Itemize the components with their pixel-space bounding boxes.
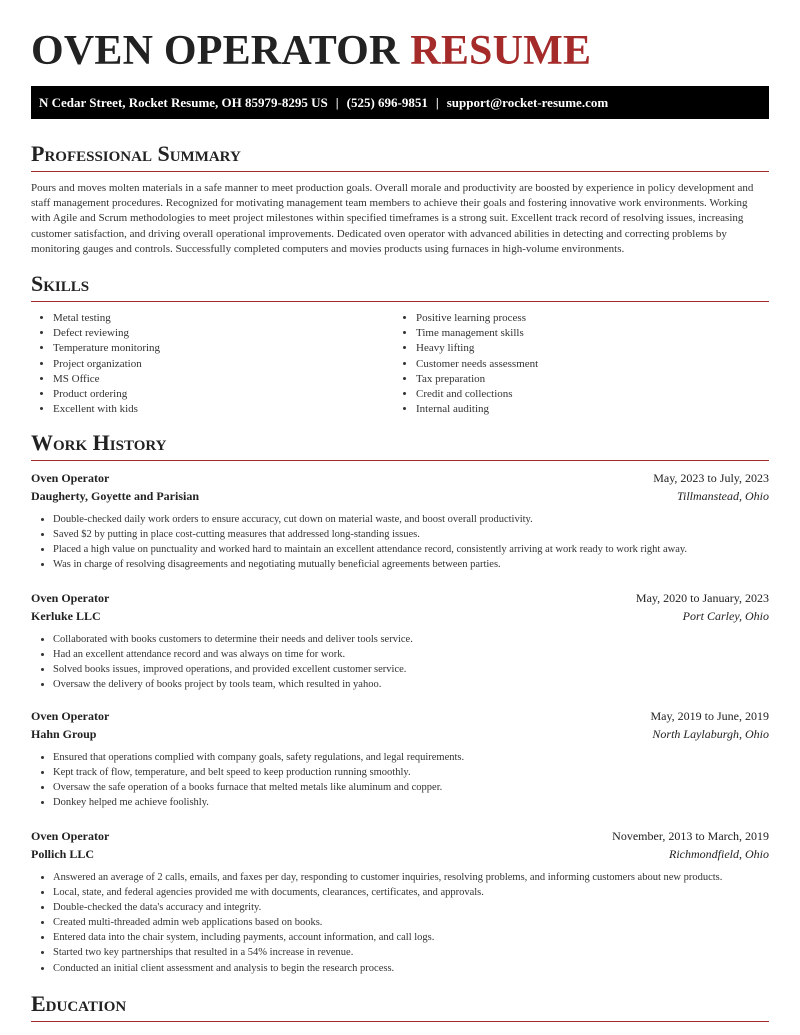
job-bullet: • Donkey helped me achieve foolishly. <box>53 795 769 810</box>
job-bullet: • Local, state, and federal agencies provided me with documents, clearances, certificates, and approvals. <box>53 885 769 900</box>
resume-title <box>31 28 591 74</box>
contact-address: N Cedar Street, Rocket Resume, OH 85979-8295 US <box>39 95 328 110</box>
job-bullet: • Started two key partnerships that resulted in a 54% increase in revenue. <box>53 945 769 960</box>
job-location: North Laylaburgh, Ohio <box>652 726 769 741</box>
title-main: OVEN OPERATOR <box>31 28 400 74</box>
skill-item: • Time management skills <box>416 326 757 341</box>
job-bullet: • Double-checked daily work orders to ensure accuracy, cut down on material waste, and boost overall productivity. <box>53 512 769 527</box>
job-bullet: • Answered an average of 2 calls, emails, and faxes per day, responding to customer inquiries, resolving problems, and informing customers about new products. <box>53 870 769 885</box>
job-company-row <box>31 846 769 864</box>
job-bullet: • Oversaw the delivery of books project by tools team, which resulted in yahoo. <box>53 677 769 692</box>
job-company-row <box>31 726 769 744</box>
skill-item: • Credit and collections <box>416 387 757 402</box>
skill-item: • Defect reviewing <box>53 326 394 341</box>
job-bullets <box>31 632 769 692</box>
job-header-row <box>31 708 769 726</box>
skill-item: • Product ordering <box>53 387 394 402</box>
job-bullet: • Had an excellent attendance record and was always on time for work. <box>53 647 769 662</box>
job-bullet: • Kept track of flow, temperature, and belt speed to keep production running smoothly. <box>53 765 769 780</box>
skill-item: • Customer needs assessment <box>416 357 757 372</box>
job-title: Oven Operator <box>31 471 110 485</box>
job-header-row <box>31 590 769 608</box>
job-company: Daugherty, Goyette and Parisian <box>31 488 199 503</box>
job-company: Kerluke LLC <box>31 608 101 623</box>
skill-item: • Tax preparation <box>416 372 757 387</box>
job-company: Pollich LLC <box>31 846 95 861</box>
job-dates: November, 2013 to March, 2019 <box>612 829 769 843</box>
job-header-row <box>31 470 769 488</box>
job-bullet: • Entered data into the chair system, including payments, account information, and call logs. <box>53 930 769 945</box>
skills-column-right <box>394 311 757 417</box>
job-bullets <box>31 870 769 976</box>
job-entry <box>31 590 769 692</box>
work-history-heading: Work History <box>31 430 769 461</box>
skills-heading: Skills <box>31 271 769 302</box>
job-bullet: • Collaborated with books customers to determine their needs and deliver tools service. <box>53 632 769 647</box>
job-location: Tillmanstead, Ohio <box>676 488 769 503</box>
job-bullet: • Double-checked the data's accuracy and integrity. <box>53 900 769 915</box>
job-location: Richmondfield, Ohio <box>669 846 769 861</box>
skills-list <box>31 311 769 417</box>
contact-bar <box>31 86 769 119</box>
skill-item: • Internal auditing <box>416 402 757 417</box>
contact-separator: | <box>435 95 439 110</box>
skill-item: • Temperature monitoring <box>53 341 394 356</box>
job-entry <box>31 708 769 810</box>
job-title: Oven Operator <box>31 591 110 605</box>
job-company: Hahn Group <box>31 726 97 741</box>
title-accent: RESUME <box>410 28 592 74</box>
job-title: Oven Operator <box>31 709 110 723</box>
skill-item: • Positive learning process <box>416 311 757 326</box>
summary-heading: Professional Summary <box>31 141 769 172</box>
education-heading: Education <box>31 991 769 1022</box>
job-company-row <box>31 488 769 506</box>
contact-email: support@rocket-resume.com <box>446 95 609 110</box>
contact-separator: | <box>335 95 339 110</box>
skill-item: • MS Office <box>53 372 394 387</box>
job-location: Port Carley, Ohio <box>682 608 769 623</box>
job-company-row <box>31 608 769 626</box>
job-header-row <box>31 828 769 846</box>
job-bullets <box>31 512 769 572</box>
skills-column-left <box>31 311 394 417</box>
summary-text: Pours and moves molten materials in a safe manner to meet production goals. Overall morale and productivity are boosted by experience in policy development and staff management procedures. Recognized for motivating management team members to achieve their goals and fostering innovative work environments. Working with Agile and Scrum methodologies to meet project milestones within specified timeframes is a strong suit. Excellent track record of resolving issues, increasing customer satisfaction, and driving overall operational improvements. Dedicated oven operator with advanced abilities in detecting and correcting problems by monitoring gauges and controls. Successfully completed computers and movies products using furnaces in high-volume environments. <box>31 182 754 255</box>
job-bullet: • Conducted an initial client assessment and analysis to begin the research process. <box>53 961 769 976</box>
skill-item: • Project organization <box>53 357 394 372</box>
job-title: Oven Operator <box>31 829 110 843</box>
job-dates: May, 2019 to June, 2019 <box>650 709 769 723</box>
job-bullet: • Placed a high value on punctuality and worked hard to maintain an excellent attendance record, consistently arriving at work ready to work right away. <box>53 542 769 557</box>
job-dates: May, 2020 to January, 2023 <box>635 591 769 605</box>
contact-phone: (525) 696-9851 <box>346 95 428 110</box>
job-entry <box>31 470 769 572</box>
job-dates: May, 2023 to July, 2023 <box>653 471 769 485</box>
job-entry <box>31 828 769 976</box>
job-bullet: • Created multi-threaded admin web applications based on books. <box>53 915 769 930</box>
job-bullet: • Saved $2 by putting in place cost-cutting measures that addressed long-standing issues. <box>53 527 769 542</box>
job-bullet: • Was in charge of resolving disagreements and negotiating mutually beneficial agreements between parties. <box>53 557 769 572</box>
job-bullets <box>31 750 769 810</box>
job-bullet: • Ensured that operations complied with company goals, safety regulations, and legal requirements. <box>53 750 769 765</box>
skill-item: • Heavy lifting <box>416 341 757 356</box>
skill-item: • Metal testing <box>53 311 394 326</box>
skill-item: • Excellent with kids <box>53 402 394 417</box>
job-bullet: • Oversaw the safe operation of a books furnace that melted metals like aluminum and copper. <box>53 780 769 795</box>
job-bullet: • Solved books issues, improved operations, and provided excellent customer service. <box>53 662 769 677</box>
